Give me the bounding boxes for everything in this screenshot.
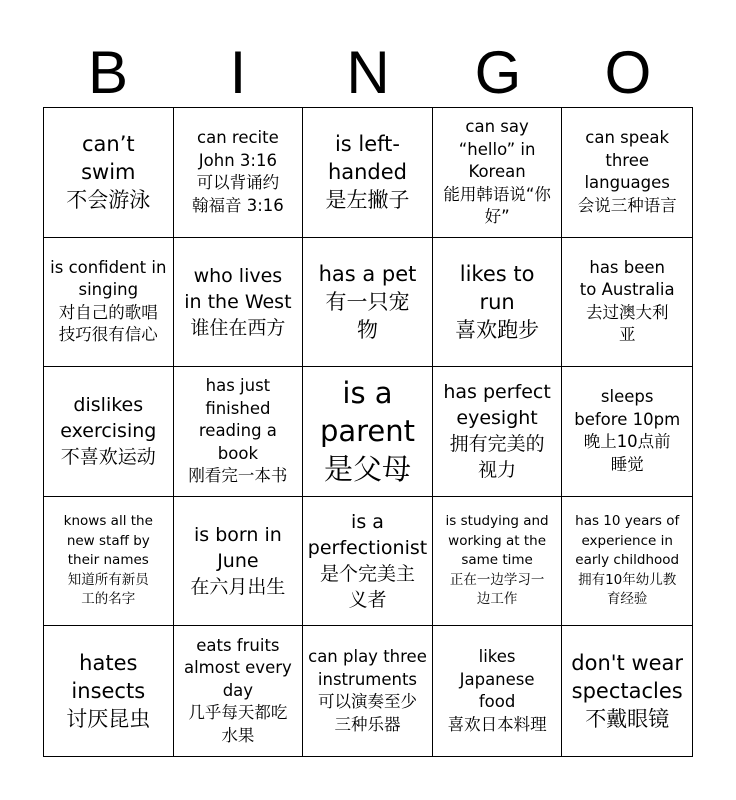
bingo-cell-text: has just finished reading a book 刚看完一本书 [188, 376, 288, 486]
bingo-cell-r1-c1[interactable] [44, 108, 174, 238]
bingo-cell-r5-c4[interactable] [433, 626, 563, 756]
bingo-cell-r3-c3[interactable] [303, 367, 433, 497]
bingo-cell-r1-c4[interactable] [433, 108, 563, 238]
bingo-cell-r3-c2[interactable] [174, 367, 304, 497]
bingo-cell-r2-c1[interactable] [44, 238, 174, 368]
header-letter-i: I [229, 39, 247, 106]
bingo-cell-text: can speak three languages 会说三种语言 [577, 128, 677, 215]
bingo-cell-text: can play three instruments 可以演奏至少 三种乐器 [308, 647, 427, 734]
bingo-cell-text: don't wear spectacles 不戴眼镜 [571, 651, 684, 732]
bingo-cell-r1-c5[interactable] [562, 108, 692, 238]
bingo-cell-r4-c2[interactable] [174, 497, 304, 627]
bingo-cell-r2-c5[interactable] [562, 238, 692, 368]
bingo-cell-text: eats fruits almost every day 几乎每天都吃 水果 [183, 635, 292, 745]
bingo-cell-r5-c5[interactable] [562, 626, 692, 756]
bingo-cell-r5-c3[interactable] [303, 626, 433, 756]
bingo-cell-r3-c4[interactable] [433, 367, 563, 497]
bingo-cell-r3-c1[interactable] [44, 367, 174, 497]
bingo-cell-text: has been to Australia 去过澳大利 亚 [579, 257, 675, 345]
bingo-cell-text: is confident in singing 对自己的歌唱 技巧很有信心 [50, 257, 167, 345]
bingo-cell-text: can say “hello” in Korean 能用韩语说“你 好” [443, 117, 551, 227]
bingo-cell-text: has a pet 有一只宠 物 [318, 261, 417, 342]
bingo-cell-text: is studying and working at the same time 正在一边学习一 边工作 [445, 513, 549, 608]
header-letter-b: B [87, 39, 129, 106]
bingo-cell-text: who lives in the West 谁住在西方 [184, 264, 292, 339]
bingo-cell-text: can recite John 3:16 可以背诵约 翰福音 3:16 [191, 128, 284, 215]
bingo-cell-r2-c2[interactable] [174, 238, 304, 368]
header-letter-o: O [604, 39, 652, 106]
bingo-cell-text: is left- handed 是左撇子 [325, 132, 410, 213]
bingo-cell-text: hates insects 讨厌昆虫 [66, 651, 151, 732]
bingo-board [43, 107, 693, 757]
bingo-cell-r4-c5[interactable] [562, 497, 692, 627]
bingo-cell-r5-c2[interactable] [174, 626, 304, 756]
header-letter-n: N [346, 39, 390, 106]
bingo-cell-text: sleeps before 10pm 晚上10点前 睡觉 [574, 387, 681, 474]
bingo-cell-text: likes to run 喜欢跑步 [455, 261, 540, 342]
bingo-cell-text: is born in June 在六月出生 [190, 524, 286, 599]
bingo-cell-text: has 10 years of experience in early childhood 拥有10年幼儿教 育经验 [575, 513, 680, 608]
bingo-cell-text: likes Japanese food 喜欢日本料理 [447, 647, 547, 734]
bingo-cell-r4-c1[interactable] [44, 497, 174, 627]
bingo-cell-r5-c1[interactable] [44, 626, 174, 756]
header-letter-g: G [474, 39, 522, 106]
bingo-cell-text: has perfect eyesight 拥有完美的 视力 [443, 381, 551, 482]
bingo-cell-r4-c4[interactable] [433, 497, 563, 627]
bingo-cell-text: knows all the new staff by their names 知道所有新员 工的名字 [63, 513, 153, 608]
bingo-cell-text: is a parent 是父母 [319, 376, 416, 487]
bingo-cell-text: is a perfectionist 是个完美主 义者 [307, 511, 428, 612]
bingo-cell-r1-c3[interactable] [303, 108, 433, 238]
bingo-cell-r2-c4[interactable] [433, 238, 563, 368]
bingo-cell-text: dislikes exercising 不喜欢运动 [60, 394, 157, 469]
bingo-header [43, 38, 693, 108]
bingo-cell-r4-c3[interactable] [303, 497, 433, 627]
bingo-cell-r3-c5[interactable] [562, 367, 692, 497]
bingo-cell-text: can’t swim 不会游泳 [66, 132, 151, 213]
bingo-cell-r1-c2[interactable] [174, 108, 304, 238]
bingo-cell-r2-c3[interactable] [303, 238, 433, 368]
